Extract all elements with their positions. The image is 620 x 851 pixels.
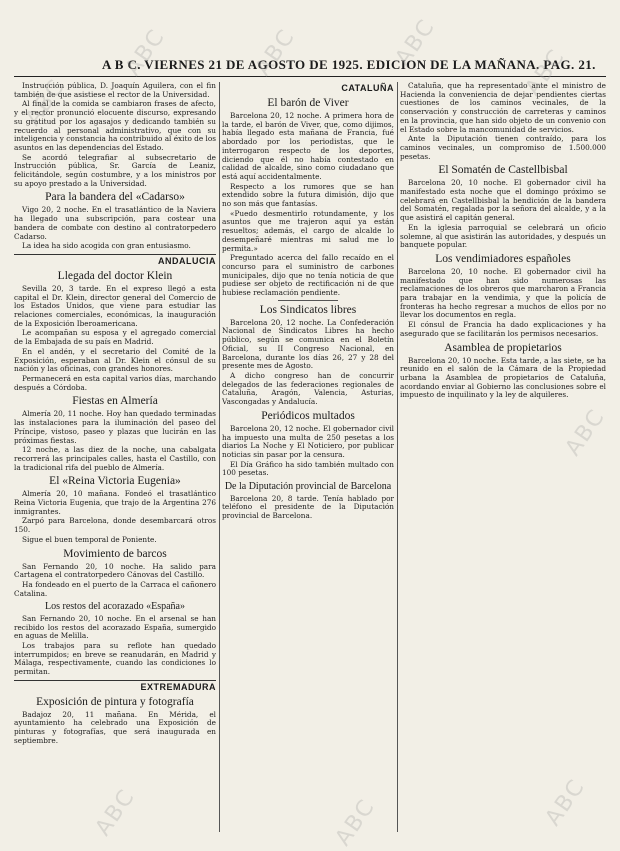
column-rule (397, 82, 398, 832)
paragraph: Permanecerá en esta capital varios días, marchando después a Córdoba. (14, 373, 216, 392)
paragraph: El Día Gráfico ha sido también multado con 100 pesetas. (222, 459, 394, 478)
paragraph: Preguntado acerca del fallo recaído en el concurso para el suministro de carbones municipales, dijo que no tenía noticia de que pudiese ser objeto de rectificación ni de que hubiese reclamación pendiente. (222, 253, 394, 298)
divider (278, 300, 338, 301)
lead-text (14, 82, 216, 188)
column-middle (222, 82, 394, 832)
watermark: ABC (520, 44, 571, 101)
watermark: ABC (90, 784, 141, 841)
article-headline: De la Diputación provincial de Barcelona (224, 481, 392, 493)
article-headline: Los vendimiadores españoles (435, 252, 571, 265)
paragraph: Sigue el buen temporal de Poniente. (22, 534, 157, 544)
article-headline: Llegada del doctor Klein (57, 269, 173, 282)
paragraph: Barcelona 20, 8 tarde. Tenía hablado por teléfono el presidente de la Diputación provincial de Barcelona. (222, 493, 394, 520)
paragraph: Instrucción pública, D. Joaquín Aguilera, con el fin también de que asistiese el rector de la Universidad. (14, 82, 216, 99)
watermark: ABC (390, 14, 441, 71)
column-rule (219, 82, 220, 832)
article-headline: El «Reina Victoria Eugenia» (49, 475, 181, 488)
watermark: ABC (560, 404, 611, 461)
paragraph: A dicho congreso han de concurrir delegados de las federaciones regionales de Cataluña, Aragón, Valencia, Asturias, Vascongadas y Andalucía. (222, 370, 394, 407)
region-heading: ANDALUCIA (14, 254, 216, 267)
paragraph: Badajoz 20, 11 mañana. En Mérida, el ayuntamiento ha celebrado una Exposición de pinturas y fotografías, que será inaugurada en septiembre. (14, 709, 216, 745)
paragraph: Se acordó telegrafiar al subsecretario de Instrucción pública, Sr. García de Leaniz, felicitándole, según costumbre, y a los ministros por su apoyo prestado a la Universidad. (14, 152, 216, 188)
column-left (14, 82, 216, 832)
paragraph: Ante la Diputación tienen contraído, para los caminos vecinales, un compromiso de 1.500.000 pesetas. (400, 134, 606, 161)
watermark: ABC (250, 24, 301, 81)
paragraph: En el andén, y el secretario del Comité de la Exposición, esperaban al Dr. Klein el cónsul de su nación y las oficinas, con grandes honores. (14, 346, 216, 374)
paragraph: Vigo 20, 2 noche. En el trasatlántico de la Naviera ha llegado una subscripción, para costear una bandera de combate con destino al contratorpedero Cadarso. (14, 205, 216, 241)
paragraph: «Puedo desmentirlo rotundamente, y los asuntos que me trajeron aquí ya están resueltos; además, el cargo de alcalde lo desempeñaré mientras mi salud me lo permita.» (222, 208, 394, 253)
paragraph: Los trabajos para su reflote han quedado interrumpidos; en breve se reanudarán, en Madrid y Málaga, respectivamente, cuando las condiciones lo permitan. (14, 640, 216, 677)
paragraph: En la iglesia parroquial se celebrará un oficio solemne, al que asistirán las autoridades, y después un banquete popular. (400, 222, 606, 250)
paragraph: 12 noche, a las diez de la noche, una cabalgata recorrerá las principales calles, hasta el Castillo, con la tradicional rifa del pueblo de Almería. (14, 445, 216, 472)
article-headline: Movimiento de barcos (63, 547, 167, 560)
article-headline: El barón de Viver (267, 97, 349, 109)
paragraph: Almería 20, 11 noche. Hoy han quedado terminadas las instalaciones para la iluminación del paseo del Príncipe, vistoso, paseo y plazas que lucirán en las próximas fiestas. (14, 409, 216, 445)
header-text: A B C. VIERNES 21 DE AGOSTO DE 1925. EDICION DE LA MAÑANA. PAG. 21. (102, 57, 596, 72)
watermark: ABC (20, 74, 71, 131)
paragraph: Ha fondeado en el puerto de la Carraca el cañonero Catalina. (14, 579, 216, 598)
watermark: ABC (540, 774, 591, 831)
paragraph: Barcelona 20, 12 noche. El gobernador civil ha impuesto una multa de 250 pesetas a los diarios La Noche y El Noticiero, por publicar noticias sin pasar por la censura. (222, 423, 394, 459)
article-headline: Periódicos multados (261, 409, 355, 422)
article-headline: Exposición de pintura y fotografía (36, 695, 194, 708)
paragraph: La idea ha sido acogida con gran entusiasmo. (22, 241, 191, 251)
article-headline: Asamblea de propietarios (444, 341, 562, 354)
paragraph: Barcelona 20, 10 noche. Esta tarde, a las siete, se ha reunido en el salón de la Cámara de la Propiedad urbana la Asamblea de propietarios de Cataluña, acordando enviar al Gobierno las conclusiones sobre el impuesto de inquilinato y la ley de alquileres. (400, 355, 606, 400)
paragraph: San Fernando 20, 10 noche. En el arsenal se han recibido los restos del acorazado España, sumergido en aguas de Melilla. (14, 613, 216, 641)
paragraph: Barcelona 20, 12 noche. La Confederación Nacional de Sindicatos Libres ha hecho público, según se comunica en el Boletín Oficial, su II Congreso Nacional, en Barcelona, durante los días 26, 27 y 28 del presente mes de Agosto. (222, 317, 394, 371)
paragraph: Barcelona 20, 10 noche. El gobernador civil ha manifestado esta noche que el domingo próximo se celebrará en Castellbisbal la bendición de la bandera del Somatén, regalada por la señora del alcalde, y a la que asistirá el capitán general. (400, 178, 606, 223)
paragraph: San Fernando 20, 10 noche. Ha salido para Cartagena el contratorpedero Cánovas del Castillo. (14, 561, 216, 580)
paragraph: El cónsul de Francia ha dado explicaciones y ha asegurado que se facilitarán los permisos necesarios. (400, 320, 606, 338)
paragraph: Cataluña, que ha representado ante el ministro de Hacienda la conveniencia de dejar pendientes ciertas cuestiones de los caminos vecinales, de la conservación y construcción de carreteras y caminos en la provincia, que han sido objeto de un convenio con el Estado sobre la mancomunidad de servicios. (400, 82, 606, 134)
watermark: ABC (330, 794, 381, 851)
paragraph: Barcelona 20, 12 noche. A primera hora de la tarde, el barón de Viver, que, como dijimos, había llegado esta mañana de Francia, fué abordado por los periodistas, que le interrogaron respecto de los deportes, diciendo que él no había contestado en calidad de alcalde, sino como ciudadano que está aquí accidentalmente. (222, 111, 394, 181)
paragraph: Al final de la comida se cambiaron frases de afecto, y el rector pronunció elocuente discurso, expresando su gratitud por los agasajos y dedicando también su recuerdo al personal administrativo, que con su inteligencia y constancia ha contribuido al éxito de los asuntos en las dependencias del Estado. (14, 99, 216, 152)
column-right (400, 82, 606, 832)
paragraph: Zarpó para Barcelona, donde desembarcará otros 150. (14, 516, 216, 535)
watermark: ABC (120, 24, 171, 81)
paragraph: Sevilla 20, 3 tarde. En el expreso llegó a esta capital el Dr. Klein, director general del Comercio de los Estados Unidos, que viene para estudiar las relaciones comerciales, económicas, la inauguración de la Exposición Iberoamericana. (14, 283, 216, 328)
article-headline: Los Sindicatos libres (259, 303, 357, 316)
page-header (14, 52, 606, 77)
paragraph: Almería 20, 10 mañana. Fondeó el trasatlántico Reina Victoria Eugenia, que trajo de la Argentina 276 inmigrantes. (14, 489, 216, 516)
article-headline: Fiestas en Almería (72, 395, 158, 408)
paragraph: Respecto a los rumores que se han extendido sobre la futura dimisión, dijo que no son más que fantasías. (222, 181, 394, 209)
paragraph: Barcelona 20, 10 noche. El gobernador civil ha manifestado que han sido numerosas las reclamaciones de los obreros que marcharon a Francia para trabajar en la vendimia, y que la policía de fronteras ha hecho regresar a muchos de ellos por no llevar los documentos en regla. (400, 266, 606, 320)
article-headline: Los restos del acorazado «España» (45, 601, 185, 613)
region-heading: EXTREMADURA (14, 680, 216, 693)
article-headline: El Somatén de Castellbisbal (438, 164, 568, 177)
region-heading: CATALUÑA (341, 83, 394, 93)
paragraph: Le acompañan su esposa y el agregado comercial de la Embajada de su país en Madrid. (14, 328, 216, 347)
article-headline: Para la bandera del «Cadarso» (45, 191, 185, 204)
